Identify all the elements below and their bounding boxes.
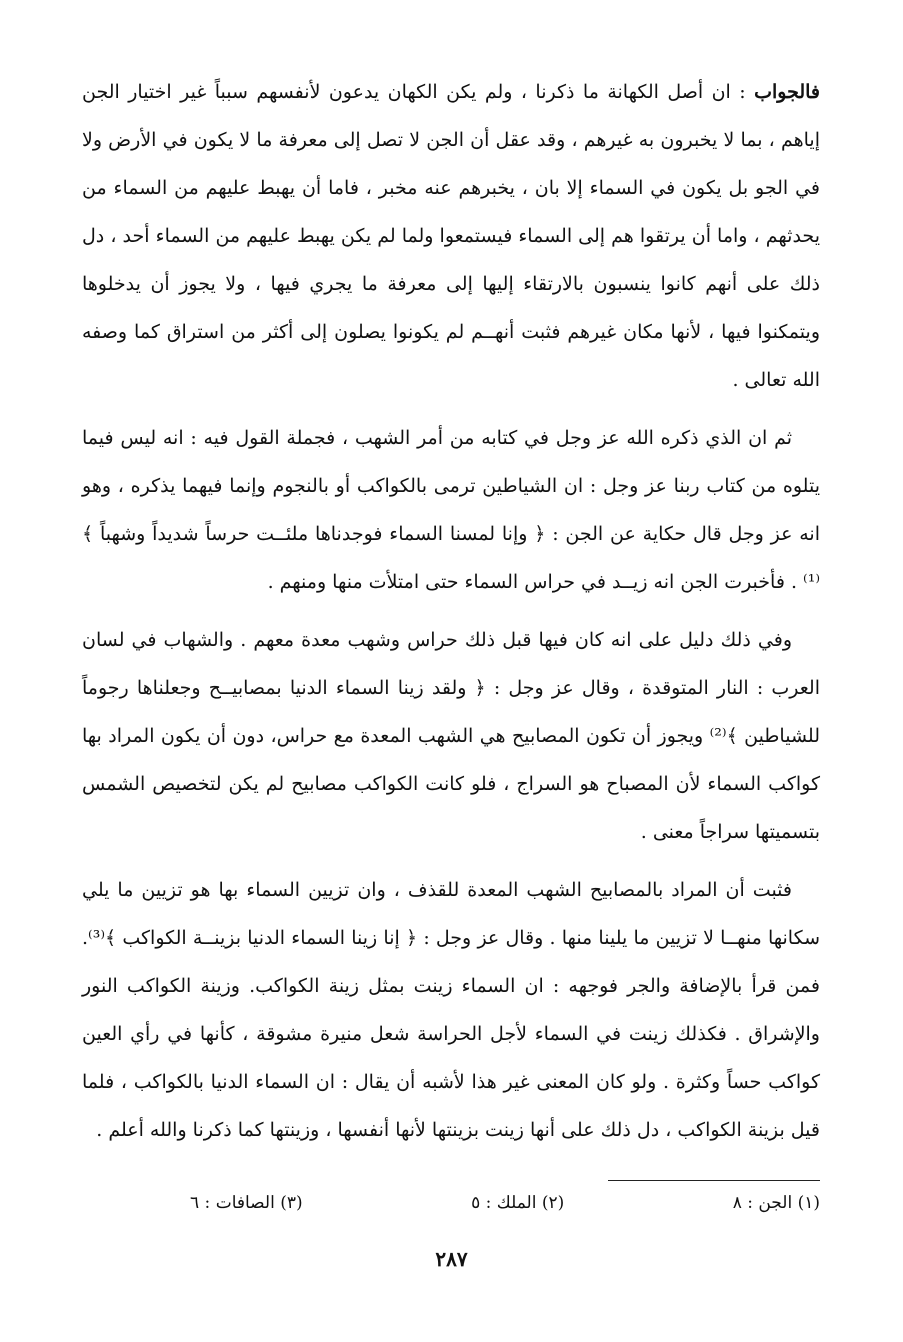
page-number: ٢٨٧: [435, 1247, 468, 1271]
footnote-1: (١) الجن : ٨: [732, 1193, 820, 1213]
answer-lead-word: فالجواب: [754, 81, 820, 103]
paragraph-3: وفي ذلك دليل على انه كان فيها قبل ذلك حراس وشهب معدة معهم . والشهاب في لسان العرب : النار المتوقدة ، وقال عز وجل : ﴿ ولقد زينا السماء الدنيا بمصابيــح وجعلناها رجوماً للشياطين ﴾⁽²⁾ ويجوز أن تكون المصابيح هي الشهب المعدة مع حراس، دون أن يكون المراد بها كواكب السماء لأن المصباح هو السراج ، فلو كانت الكواكب مصابيح لم يكن لتخصيص الشمس بتسميتها سراجاً معنى .: [82, 629, 820, 843]
main-text: [82, 68, 820, 1164]
footnote-divider: [608, 1180, 820, 1181]
paragraph-2: ثم ان الذي ذكره الله عز وجل في كتابه من أمر الشهب ، فجملة القول فيه : انه ليس فيما يتلوه من كتاب ربنا عز وجل : ان الشياطين ترمى بالكواكب أو بالنجوم وإنما فيهما يذكره ، وهو انه عز وجل قال حكاية عن الجن : ﴿ وإنا لمسنا السماء فوجدناها ملئــت حرساً شديداً وشهباً ﴾⁽¹⁾ . فأخبرت الجن انه زيــد في حراس السماء حتى امتلأت منها ومنهم .: [82, 427, 820, 593]
paragraph-1: [82, 68, 820, 404]
paragraph-4: فثبت أن المراد بالمصابيح الشهب المعدة للقذف ، وان تزيين السماء بها هو تزيين ما يلي سكانها منهــا لا تزيين ما يلينا منها . وقال عز وجل : ﴿ إنا زينا السماء الدنيا بزينــة الكواكب ﴾⁽³⁾. فمن قرأ بالإضافة والجر فوجهه : ان السماء زينت بمثل زينة الكواكب. وزينة الكواكب النور والإشراق . فكذلك زينت في السماء لأجل الحراسة شعل منيرة مشوقة ، كأنها في رأي العين كواكب حساً وكثرة . ولو كان المعنى غير هذا لأشبه أن يقال : ان السماء الدنيا بالكواكب ، فلما قيل بزينة الكواكب ، دل ذلك على أنها زينت بزينتها لأنها أنفسها ، وزينتها كما ذكرنا والله أعلم .: [82, 879, 820, 1141]
footnotes: [190, 1186, 820, 1220]
footnote-3: (٣) الصافات : ٦: [190, 1193, 303, 1213]
paragraph-1-text: : ان أصل الكهانة ما ذكرنا ، ولم يكن الكهان يدعون لأنفسهم سبباً غير اختيار الجن إياهم ، بما لا يخبرون به غيرهم ، وقد عقل أن الجن لا تصل إلى معرفة ما لا يكون في الأرض ولا في الجو بل يكون في السماء إلا بان ، يخبرهم عنه مخبر ، فاما أن يهبط عليهم من السماء من يحدثهم ، واما أن يرتقوا هم إلى السماء فيستمعوا ولما لم يكن يهبط عليهم من السماء أحد ، دل ذلك على أنهم كانوا ينسبون بالارتقاء إليها إلى معرفة ما يجري فيها ، ولا يجوز أن يدخلوها ويتمكنوا فيها ، لأنها مكان غيرهم فثبت أنهــم لم يكونوا يصلون إلى أكثر من استراق كما وصفه الله تعالى .: [82, 81, 820, 391]
footnote-2: (٢) الملك : ٥: [471, 1193, 565, 1213]
